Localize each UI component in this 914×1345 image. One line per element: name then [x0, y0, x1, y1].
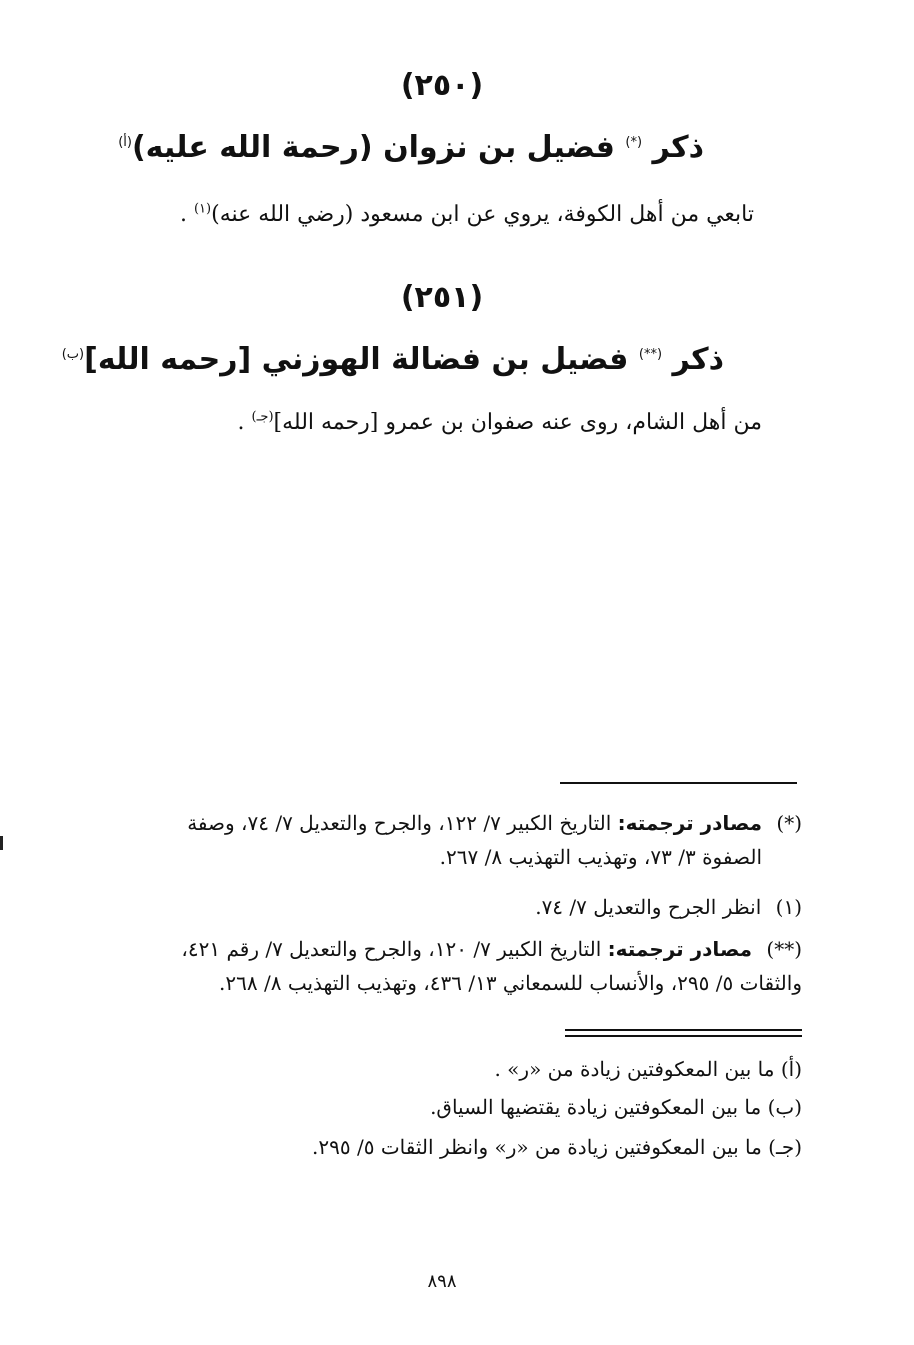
heading-prefix: ذكر — [652, 130, 704, 165]
variant-reference: (أ) — [118, 135, 132, 150]
footnote-text: التاريخ الكبير ٧/ ١٢٠، والجرح والتعديل ٧/ رقم ٤٢١، — [181, 937, 602, 961]
page-number: ٨٩٨ — [427, 1271, 457, 1292]
variant-marker: (جـ) — [768, 1135, 802, 1159]
entry-number-text: (٢٥٠) — [400, 68, 484, 103]
entry-heading — [61, 338, 724, 382]
footnote-1 — [82, 890, 802, 924]
variant-text: ما بين المعكوفتين زيادة من «ر» . — [494, 1057, 775, 1081]
entry-number-text: (٢٥١) — [400, 280, 484, 315]
heading-title: فضيل بن نزوان (رحمة الله عليه) — [131, 130, 615, 165]
entry-number — [0, 66, 884, 106]
scan-edge-mark — [0, 836, 3, 850]
variant-reference: (ب) — [61, 347, 85, 362]
entry-heading — [118, 126, 704, 170]
footnote-text-continued: الصفوة ٣/ ٧٣، وتهذيب التهذيب ٨/ ٢٦٧. — [439, 845, 762, 869]
footnote-label: مصادر ترجمته: — [607, 937, 753, 961]
footnote-text: التاريخ الكبير ٧/ ١٢٢، والجرح والتعديل ٧/ ٧٤، وصفة — [187, 811, 612, 835]
footnote-reference: (*) — [625, 135, 643, 150]
variant-text: ما بين المعكوفتين زيادة يقتضيها السياق. — [430, 1095, 762, 1119]
entry-body-text: من أهل الشام، روى عنه صفوان بن عمرو [رحمه الله] — [273, 410, 762, 435]
variant-marker: (ب) — [767, 1095, 802, 1119]
variant-note-c — [82, 1130, 802, 1164]
footnote-marker: (**) — [766, 937, 802, 961]
footnote-reference: (جـ) — [251, 409, 274, 425]
entry-body — [74, 198, 754, 232]
footnote-separator — [560, 782, 797, 784]
footnote-text-continued: والثقات ٥/ ٢٩٥، والأنساب للسمعاني ١٣/ ٤٣٦، وتهذيب التهذيب ٨/ ٢٦٨. — [219, 971, 802, 995]
footnote-sources-2 — [82, 932, 802, 1000]
footnote-label: مصادر ترجمته: — [617, 811, 763, 835]
heading-title: فضيل بن فضالة الهوزني [رحمه الله] — [84, 342, 629, 377]
variant-text: ما بين المعكوفتين زيادة من «ر» وانظر الثقات ٥/ ٢٩٥. — [312, 1135, 762, 1159]
variant-marker: (أ) — [780, 1057, 802, 1081]
entry-body-end: . — [179, 202, 187, 227]
entry-body — [82, 406, 762, 440]
footnote-reference: (**) — [638, 347, 663, 362]
footnote-text: انظر الجرح والتعديل ٧/ ٧٤. — [535, 895, 762, 919]
entry-number — [0, 278, 884, 318]
footnote-sources-1 — [82, 806, 802, 874]
variants-separator — [565, 1029, 802, 1037]
entry-body-text: تابعي من أهل الكوفة، يروي عن ابن مسعود (رضي الله عنه) — [211, 202, 754, 227]
heading-prefix: ذكر — [672, 342, 724, 377]
variant-note-b — [82, 1090, 802, 1124]
footnote-marker: (*) — [776, 811, 802, 835]
footnote-marker: (١) — [775, 895, 802, 919]
entry-body-end: . — [237, 410, 245, 435]
footnote-reference: (١) — [193, 201, 212, 217]
variant-note-a — [82, 1052, 802, 1086]
